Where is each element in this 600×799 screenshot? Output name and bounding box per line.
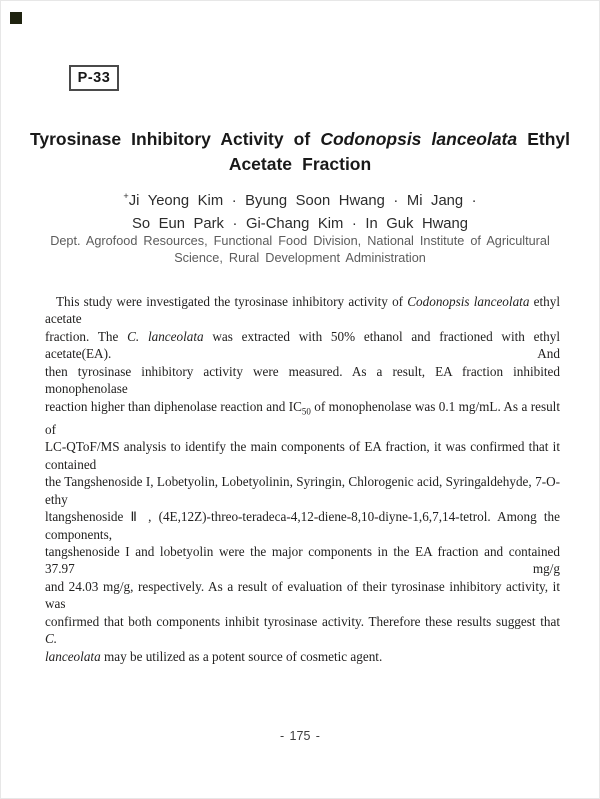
- abstract-line: confirmed that both components inhibit tyrosinase activity. Therefore these results suggest that C.: [45, 613, 560, 647]
- abstract-line: This study were investigated the tyrosinase inhibitory activity of Codonopsis lanceolata ethyl acetate: [45, 294, 560, 327]
- abstract-line: and 24.03 mg/g, respectively. As a result of evaluation of their tyrosinase inhibitory activity, it was: [45, 578, 560, 612]
- scan-artifact-square: [10, 12, 22, 24]
- abstract-line: the Tangshenoside I, Lobetyolin, Lobetyolinin, Syringin, Chlorogenic acid, Syringaldehyde, 7-O-ethy: [45, 474, 560, 507]
- author-list: [1, 185, 599, 237]
- authors-line-1: +Ji Yeong Kim · Byung Soon Hwang · Mi Jang ·: [123, 191, 477, 209]
- poster-number-badge: [69, 65, 119, 91]
- affiliation-line-2: Science, Rural Development Administration: [174, 251, 426, 265]
- abstract-text: [45, 293, 560, 665]
- abstract-line: then tyrosinase inhibitory activity were measured. As a result, EA fraction inhibited monophenolase: [45, 363, 560, 397]
- affiliation: [1, 233, 599, 267]
- poster-number: P-33: [77, 70, 111, 86]
- abstract-line: lanceolata may be utilized as a potent source of cosmetic agent.: [45, 648, 383, 664]
- title-line-1: Tyrosinase Inhibitory Activity of Codonopsis lanceolata Ethyl: [29, 129, 571, 149]
- title-line-2: Acetate Fraction: [228, 153, 372, 174]
- authors-line-2: So Eun Park · Gi-Chang Kim · In Guk Hwang: [131, 216, 468, 233]
- abstract-line: tangshenoside I and lobetyolin were the major components in the EA fraction and contained 37.97 mg/g: [45, 543, 560, 577]
- page-number: - 175 -: [280, 729, 320, 743]
- abstract-line: ltangshenoside Ⅱ , (4E,12Z)-threo-teradeca-4,12-diene-8,10-diyne-1,6,7,14-tetrol. Among the components,: [45, 509, 560, 542]
- abstract-line: reaction higher than diphenolase reaction and $IC_{50}$ of monophenolase was 0.1 mg/mL. As a result of: [45, 398, 561, 437]
- abstract-line: fraction. The C. lanceolata was extracted with 50% ethanol and fractioned with ethyl acetate(EA). And: [45, 328, 561, 362]
- paper-title: [1, 127, 599, 176]
- affiliation-line-1: Dept. Agrofood Resources, Functional Food Division, National Institute of Agricultural: [50, 234, 550, 248]
- abstract-line: LC-QToF/MS analysis to identify the main components of EA fraction, it was confirmed that it contained: [45, 439, 560, 472]
